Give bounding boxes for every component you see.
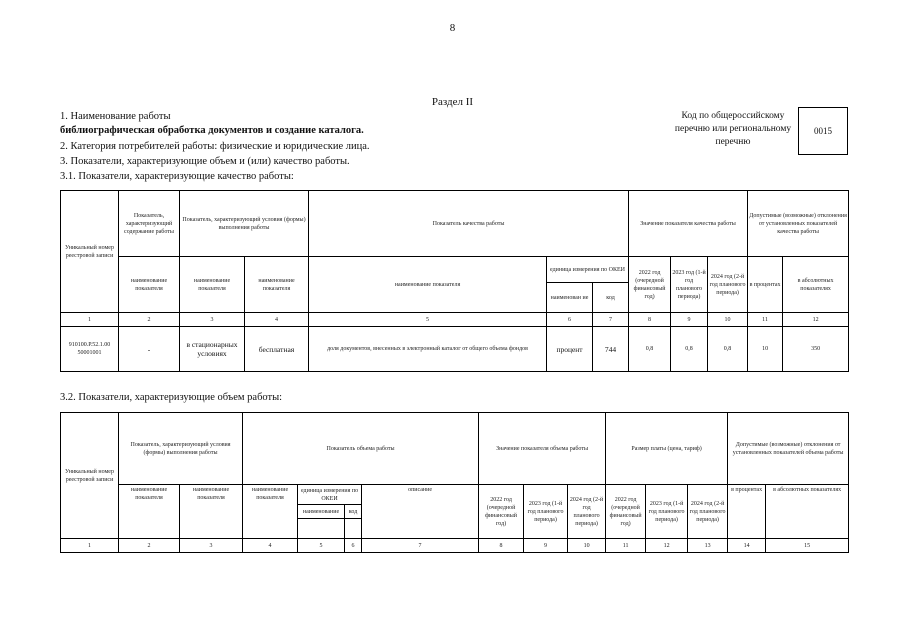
t2-h-desc: описание <box>362 485 479 539</box>
t2-h-abs: в абсолютных показателях <box>766 485 849 539</box>
t2-h-deviation: Допустимые (возможные) отклонения от установленных показателей объема работы <box>728 413 849 485</box>
t1-col-num: 9 <box>671 313 708 327</box>
t1-cond: в стационарных условиях <box>180 327 245 372</box>
quality-table <box>60 190 849 372</box>
t2-h-price: Размер платы (цена, тариф) <box>606 413 728 485</box>
t2-h-p2022: 2022 год (очередной финансовый год) <box>606 485 646 539</box>
t1-h-unitname: наименован ие <box>547 283 593 313</box>
t1-h-abs: в абсолютных показателях <box>783 257 849 313</box>
t2-col-num: 3 <box>180 539 243 553</box>
section-title: Раздел II <box>431 96 474 108</box>
t1-content: - <box>119 327 180 372</box>
okpd-label: Код по общероссийскому перечню или региональному перечню <box>674 111 792 147</box>
t2-h-y2022: 2022 год (очередной финансовый год) <box>479 485 524 539</box>
t2-h-code-blank <box>345 519 362 539</box>
t2-col-num: 8 <box>479 539 524 553</box>
t1-free: бесплатная <box>245 327 309 372</box>
consumer-category: 2. Категория потребителей работы: физические и юридические лица. <box>60 141 370 152</box>
t2-number-row <box>61 539 849 553</box>
t2-h-unit: единица измерения по ОКЕИ <box>298 485 362 505</box>
volume-table <box>60 412 849 553</box>
t1-col-num: 10 <box>708 313 748 327</box>
t1-col-num: 11 <box>748 313 783 327</box>
t1-h-value: Значение показателя качества работы <box>629 191 748 257</box>
t1-col-num: 1 <box>61 313 119 327</box>
t2-col-num: 7 <box>362 539 479 553</box>
t1-h-deviation: Допустимые (возможные) отклонения от установленных показателей качества работы <box>748 191 849 257</box>
t1-col-num: 8 <box>629 313 671 327</box>
quality-heading: 3.1. Показатели, характеризующие качество работы: <box>60 171 294 182</box>
t2-col-num: 1 <box>61 539 119 553</box>
t2-col-num: 9 <box>524 539 568 553</box>
t1-unit: процент <box>547 327 593 372</box>
t1-unique: 910100.Р.52.1.00 50001001 <box>61 327 119 372</box>
okpd-code-box <box>798 107 848 155</box>
t1-col-num: 12 <box>783 313 849 327</box>
volume-heading: 3.2. Показатели, характеризующие объем работы: <box>60 392 283 403</box>
t1-h-name2: наименование показателя <box>180 257 245 313</box>
t2-col-num: 11 <box>606 539 646 553</box>
t1-h-y2024: 2024 год (2-й год планового периода) <box>708 257 748 313</box>
t2-h-cond: Показатель, характеризующий условия (формы) выполнения работы <box>119 413 243 485</box>
page-number: 8 <box>449 22 456 34</box>
t2-h-code: код <box>345 505 362 519</box>
t1-col-num: 6 <box>547 313 593 327</box>
t1-number-row <box>61 313 849 327</box>
t1-h-y2023: 2023 год (1-й год планового периода) <box>671 257 708 313</box>
t2-col-num: 14 <box>728 539 766 553</box>
t1-h-code: код <box>593 283 629 313</box>
t1-col-num: 5 <box>309 313 547 327</box>
t2-h-unitname-blank <box>298 519 345 539</box>
t1-h-unique: Уникальный номер реестровой записи <box>61 191 119 313</box>
t2-col-num: 15 <box>766 539 849 553</box>
t1-col-num: 3 <box>180 313 245 327</box>
t1-h-cond: Показатель, характеризующий условия (формы) выполнения работы <box>180 191 309 257</box>
t2-h-value: Значение показателя объема работы <box>479 413 606 485</box>
t2-h-p2023: 2023 год (1-й год планового периода) <box>646 485 688 539</box>
t2-col-num: 4 <box>243 539 298 553</box>
work-name-value: библиографическая обработка документов и создание каталога. <box>60 125 364 136</box>
indicators-heading: 3. Показатели, характеризующие объем и (или) качество работы. <box>60 156 350 167</box>
t1-h-name1: наименование показателя <box>119 257 180 313</box>
t2-h-name2: наименование показателя <box>180 485 243 539</box>
t2-col-num: 5 <box>298 539 345 553</box>
t2-col-num: 6 <box>345 539 362 553</box>
t1-col-num: 7 <box>593 313 629 327</box>
t1-h-quality: Показатель качества работы <box>309 191 629 257</box>
okpd-code: 0015 <box>814 126 832 136</box>
work-name-label: 1. Наименование работы <box>60 111 171 122</box>
t1-h-pct: в процентах <box>748 257 783 313</box>
t1-h-name3: наименование показателя <box>245 257 309 313</box>
t1-data-row <box>61 327 849 372</box>
t1-v2022: 0,8 <box>629 327 671 372</box>
t2-h-unique: Уникальный номер реестровой записи <box>61 413 119 539</box>
t2-h-volume: Показатель объема работы <box>243 413 479 485</box>
t1-pct: 10 <box>748 327 783 372</box>
t2-col-num: 12 <box>646 539 688 553</box>
t1-h-qname: наименование показателя <box>309 257 547 313</box>
t1-v2024: 0,8 <box>708 327 748 372</box>
t2-h-p2024: 2024 год (2-й год планового периода) <box>688 485 728 539</box>
t2-h-name1: наименование показателя <box>119 485 180 539</box>
t1-h-unit: единица измерения по ОКЕИ <box>547 257 629 283</box>
t2-col-num: 13 <box>688 539 728 553</box>
t1-col-num: 2 <box>119 313 180 327</box>
t1-col-num: 4 <box>245 313 309 327</box>
t2-h-name3: наименование показателя <box>243 485 298 539</box>
t1-h-y2022: 2022 год (очередной финансовый год) <box>629 257 671 313</box>
t2-col-num: 10 <box>568 539 606 553</box>
t1-h-content: Показатель, характеризующий содержание работы <box>119 191 180 257</box>
t2-h-pct: в процентах <box>728 485 766 539</box>
t2-h-y2024: 2024 год (2-й год планового периода) <box>568 485 606 539</box>
t2-h-y2023: 2023 год (1-й год планового периода) <box>524 485 568 539</box>
t1-code: 744 <box>593 327 629 372</box>
t2-col-num: 2 <box>119 539 180 553</box>
t2-h-unitname: наименование <box>298 505 345 519</box>
t1-qname: доля документов, внесенных в электронный каталог от общего объема фондов <box>309 327 547 372</box>
t1-abs: 350 <box>783 327 849 372</box>
t1-v2023: 0,8 <box>671 327 708 372</box>
